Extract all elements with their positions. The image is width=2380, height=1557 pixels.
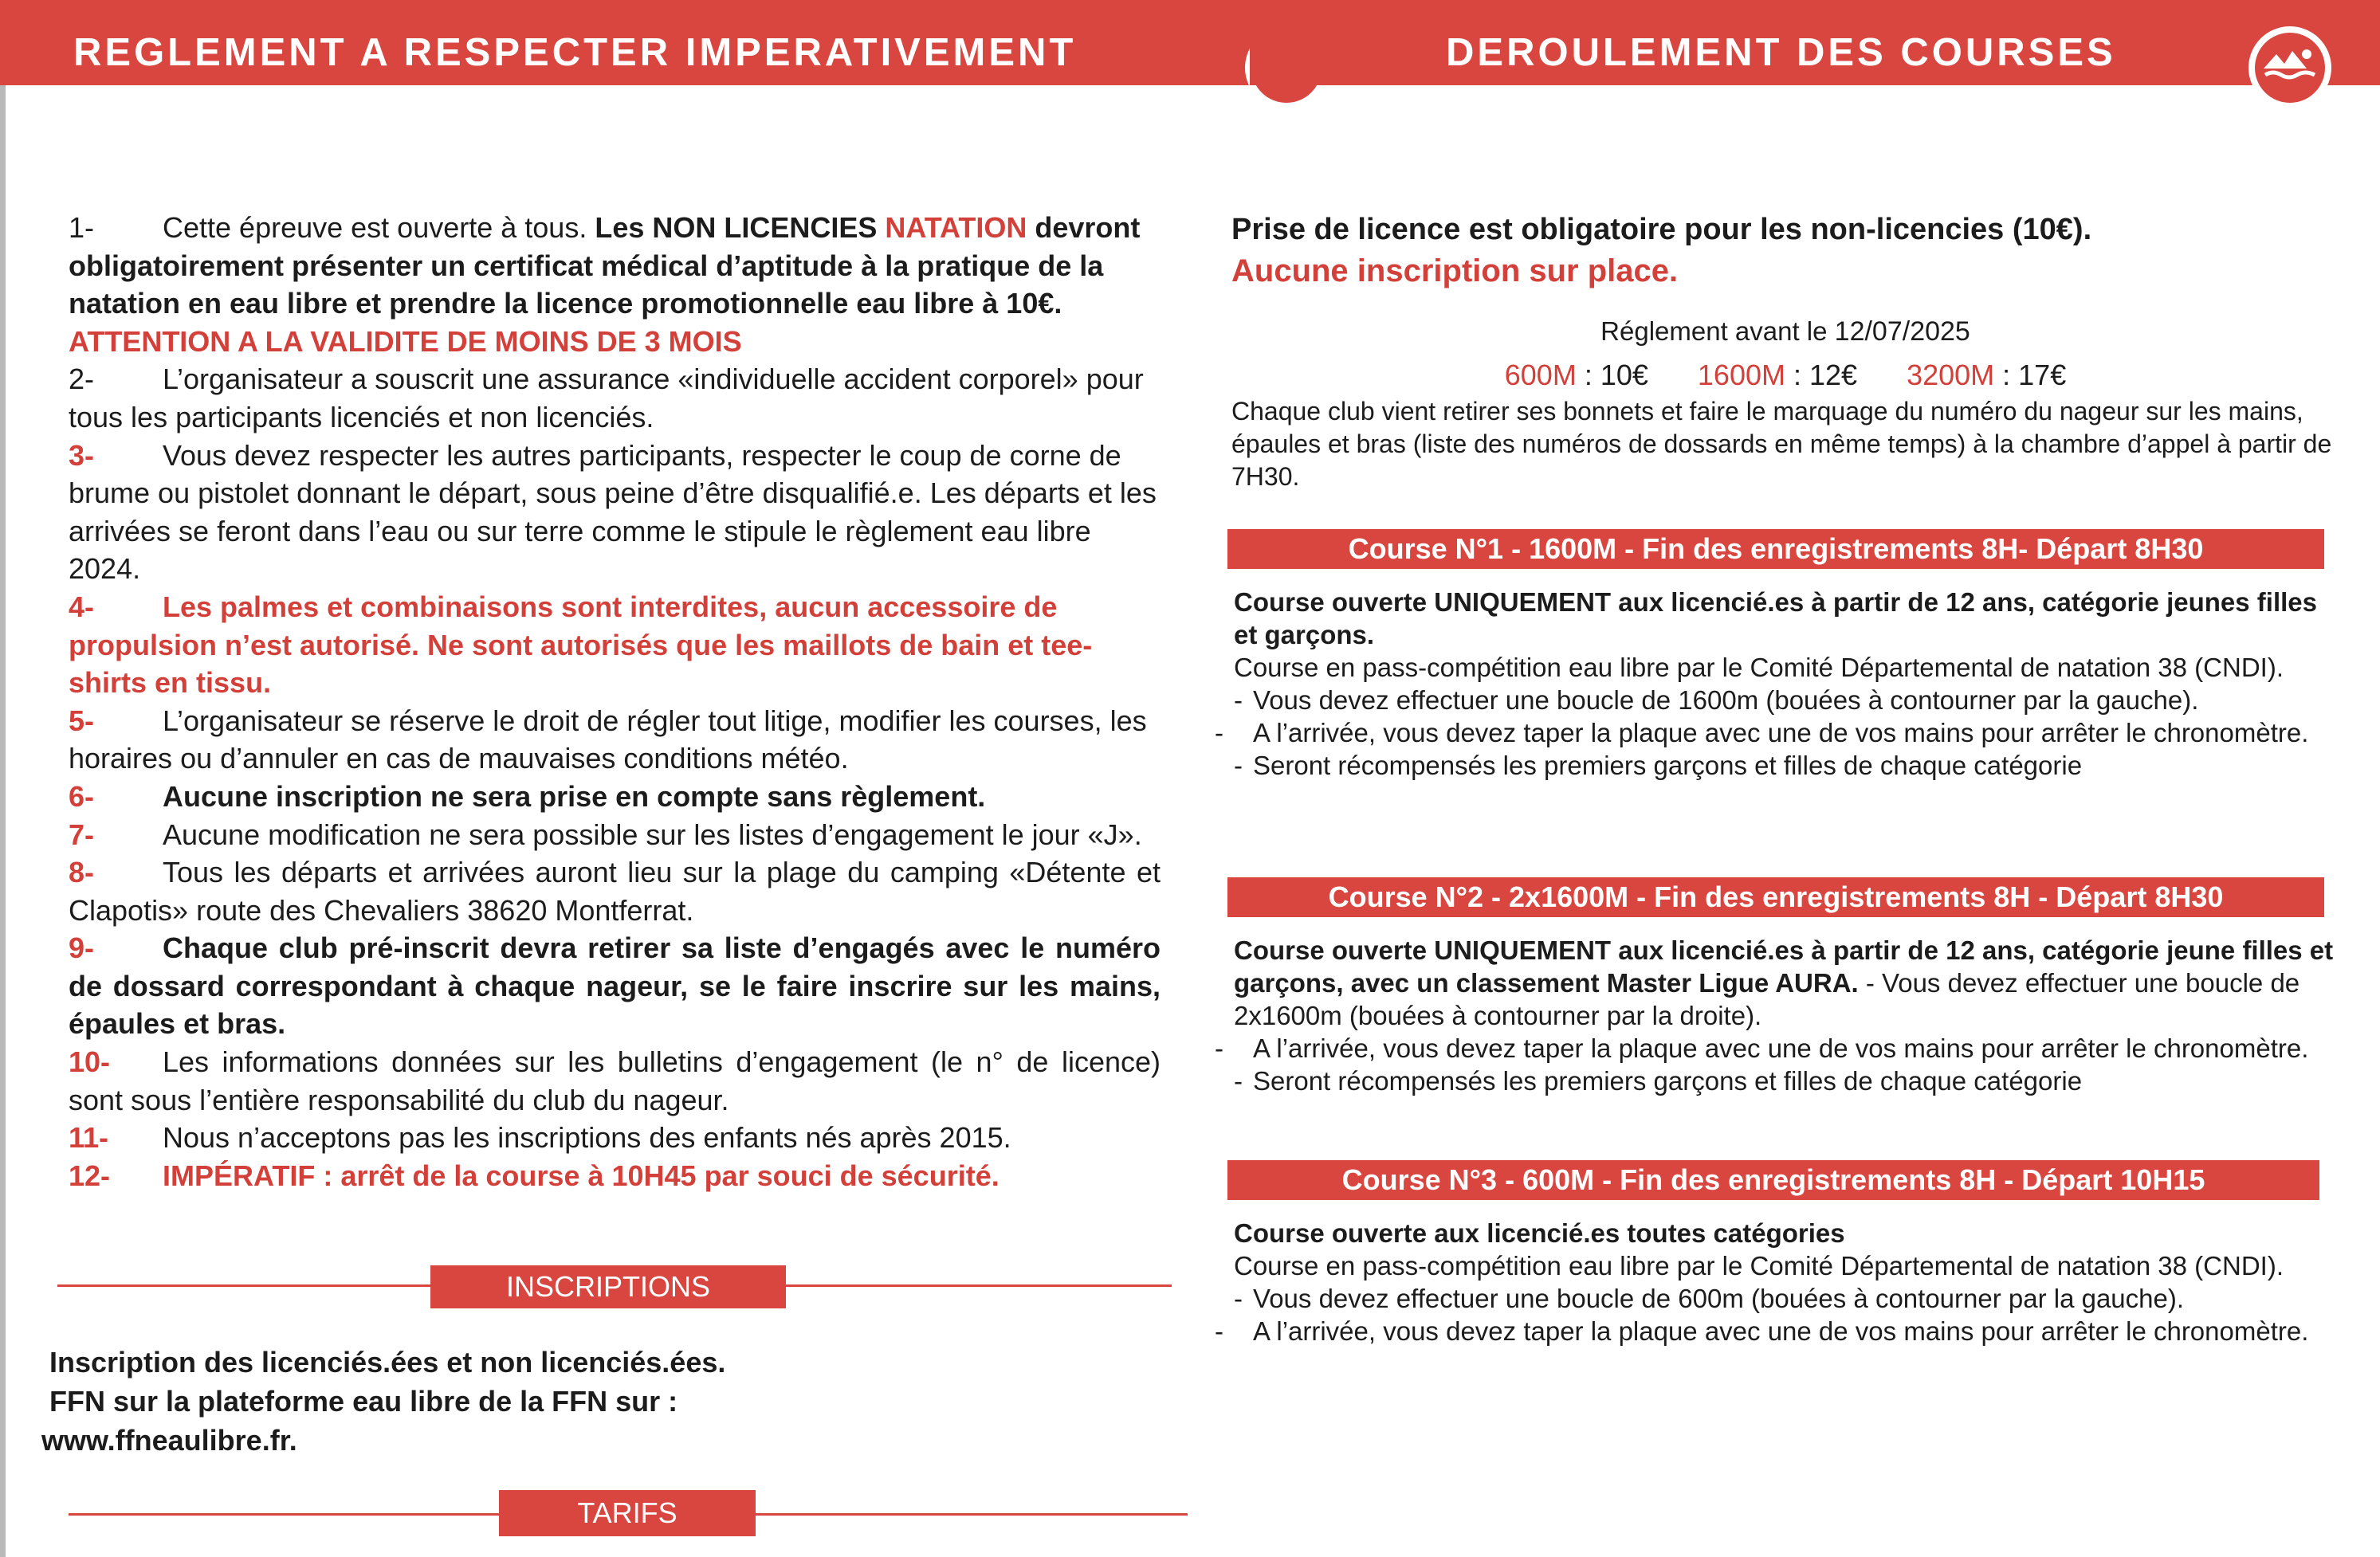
rule-item [69,816,1161,854]
rule-item [69,1043,1161,1119]
rule-number: 9- [69,931,95,965]
inscriptions-text [41,1343,726,1460]
price-distance: 1600M [1697,359,1785,391]
rule-text: Cette épreuve est ouverte à tous. [163,211,595,244]
rule-item [69,588,1161,702]
course-bold-intro: Course ouverte aux licencié.es toutes catégories [1234,1218,1845,1248]
rule-number: 7- [69,818,95,851]
inscriptions-label: INSCRIPTIONS [430,1265,786,1308]
rule-text-bold: Les NON LICENCIES [595,211,886,244]
rule-item [69,929,1161,1043]
rule-number: 3- [69,438,95,472]
course-bullet: - Vous devez effectuer une boucle de 1600m (bouées à contourner par la gauche). [1234,685,2199,715]
course-1-bar: Course N°1 - 1600M - Fin des enregistrements 8H- Départ 8H30 [1227,529,2324,569]
course-3-bar: Course N°3 - 600M - Fin des enregistrements 8H - Départ 10H15 [1227,1160,2319,1200]
course-intro: Course en pass-compétition eau libre par le Comité Départemental de natation 38 (CNDI). [1234,1251,2284,1281]
course-intro-combined [1234,934,2334,1032]
rule-number: 12- [69,1159,111,1192]
rule-text: IMPÉRATIF : arrêt de la course à 10H45 par souci de sécurité. [163,1159,1000,1192]
rule-item [69,437,1161,588]
rule-text: Les palmes et combinaisons sont interdites, aucun accessoire de propulsion n’est autorisé. Ne sont autorisés que les maillots de bain et tee-shirts en tissu. [69,590,1093,700]
reglement-date: 12/07/2025 [1834,316,1970,347]
rule-text: L’organisateur a souscrit une assurance «individuelle accident corporel» pour tous les participants licenciés et non licenciés. [69,363,1144,433]
rule-item [69,1157,1161,1195]
rule-text: Tous les départs et arrivées auront lieu sur la plage du camping «Détente et Clapotis» route des Chevaliers 38620 Montferrat. [69,856,1161,927]
rules-title: REGLEMENT A RESPECTER IMPERATIVEMENT [73,31,1077,74]
rule-number: 10- [69,1045,111,1079]
inscriptions-line: Inscription des licenciés.ées et non licenciés.ées. [49,1346,726,1379]
rule-text: Nous n’acceptons pas les inscriptions des enfants nés après 2015. [163,1121,1011,1155]
rule-number: 5- [69,704,95,737]
price-distance: 3200M [1907,359,1995,391]
rule-item [69,209,1161,360]
course-bullet: - A l’arrivée, vous devez taper la plaque avec une de vos mains pour arrêter le chronomètre. [1215,718,2309,747]
course-2-details [1215,934,2334,1097]
course-intro: - Vous devez effectuer une boucle de 2x1600m (bouées à contourner par la droite). [1234,968,2300,1030]
rule-text-bold: devront obligatoirement présenter un certificat médical d’aptitude à la pratique de la natation en eau libre et prendre la licence promotionnelle eau libre à 10€. [69,211,1141,320]
course-2-bar: Course N°2 - 2x1600M - Fin des enregistrements 8H - Départ 8H30 [1227,877,2324,917]
rule-item [69,853,1161,929]
price-value: : 10€ [1576,359,1648,391]
rule-number: 1- [69,211,95,244]
reglement-line [1231,314,2339,349]
rule-text: Aucune inscription ne sera prise en compte sans règlement. [163,779,986,813]
club-note: Chaque club vient retirer ses bonnets et faire le marquage du numéro du nageur sur les mains, épaules et bras (liste des numéros de dossards en même temps) à la chambre d’appel à partir de 7H30. [1231,397,2332,491]
rule-text: Aucune modification ne sera possible sur les listes d’engagement le jour «J». [163,818,1142,851]
rule-number: 8- [69,856,95,889]
course-bullet: - Vous devez effectuer une boucle de 600m (bouées à contourner par la gauche). [1234,1284,2185,1313]
header-banner-right [1250,0,2380,85]
course-bullet: - A l’arrivée, vous devez taper la plaque avec une de vos mains pour arrêter le chronomètre. [1215,1316,2309,1346]
rule-number: 6- [69,779,95,813]
rule-item [69,360,1161,436]
course-bullet: - A l’arrivée, vous devez taper la plaque avec une de vos mains pour arrêter le chronomètre. [1215,1033,2309,1063]
rule-number: 4- [69,590,95,623]
tarifs-label: TARIFS [499,1490,756,1536]
rule-warning: ATTENTION A LA VALIDITE DE MOINS DE 3 MOIS [69,324,742,358]
rules-list [69,209,1161,1194]
price-list [1231,355,2339,395]
course-bold-intro: Course ouverte UNIQUEMENT aux licencié.es à partir de 12 ans, catégorie jeunes filles et garçons. [1234,587,2317,649]
rule-text: L’organisateur se réserve le droit de régler tout litige, modifier les courses, les horaires ou d’annuler en cas de mauvaises conditions météo. [69,704,1147,775]
deroulement-intro [1231,209,2339,493]
rule-item [69,702,1161,778]
rule-text: Les informations données sur les bulletins d’engagement (le n° de licence) sont sous l’entière responsabilité du club du nageur. [69,1045,1161,1116]
club-logo-icon [2246,24,2334,112]
rule-text-highlight: NATATION [885,211,1027,244]
page-edge [0,0,6,1557]
course-3-details [1215,1217,2334,1347]
course-bullet: - Seront récompensés les premiers garçons et filles de chaque catégorie [1234,751,2083,780]
courses-title: DEROULEMENT DES COURSES [1446,31,2116,74]
course-bullet: - Seront récompensés les premiers garçons et filles de chaque catégorie [1234,1066,2083,1096]
course-intro: Course en pass-compétition eau libre par le Comité Départemental de natation 38 (CNDI). [1234,653,2284,682]
licence-note: Prise de licence est obligatoire pour les non-licencies (10€). [1231,213,2092,246]
inscriptions-line: FFN sur la plateforme eau libre de la FFN sur : [49,1385,678,1418]
rule-number: 2- [69,363,95,396]
price-value: : 17€ [1994,359,2067,391]
rule-text: Vous devez respecter les autres participants, respecter le coup de corne de brume ou pistolet donnant le départ, sous peine d’être disqualifié.e. Les départs et les arrivées se feront dans l’eau ou sur terre comme le stipule le règlement eau libre 2024. [69,438,1157,586]
rule-text: Chaque club pré-inscrit devra retirer sa liste d’engagés avec le numéro de dossard correspondant à chaque nageur, se le faire inscrire sur les mains, épaules et bras. [69,931,1161,1041]
rule-item [69,778,1161,816]
course-1-details [1215,586,2334,782]
inscriptions-link[interactable]: www.ffneaulibre.fr. [41,1424,297,1457]
price-distance: 600M [1504,359,1577,391]
header-banner-left [0,0,1250,85]
course-bold-intro: Course ouverte UNIQUEMENT aux licencié.es à partir de 12 ans, catégorie jeune filles et garçons, avec un classement Master Ligue AURA. [1234,935,2334,998]
rule-item [69,1119,1161,1157]
rule-number: 11- [69,1121,109,1155]
no-onsite-note: Aucune inscription sur place. [1231,253,1679,288]
price-value: : 12€ [1785,359,1858,391]
reglement-label: Réglement avant le [1600,316,1835,346]
